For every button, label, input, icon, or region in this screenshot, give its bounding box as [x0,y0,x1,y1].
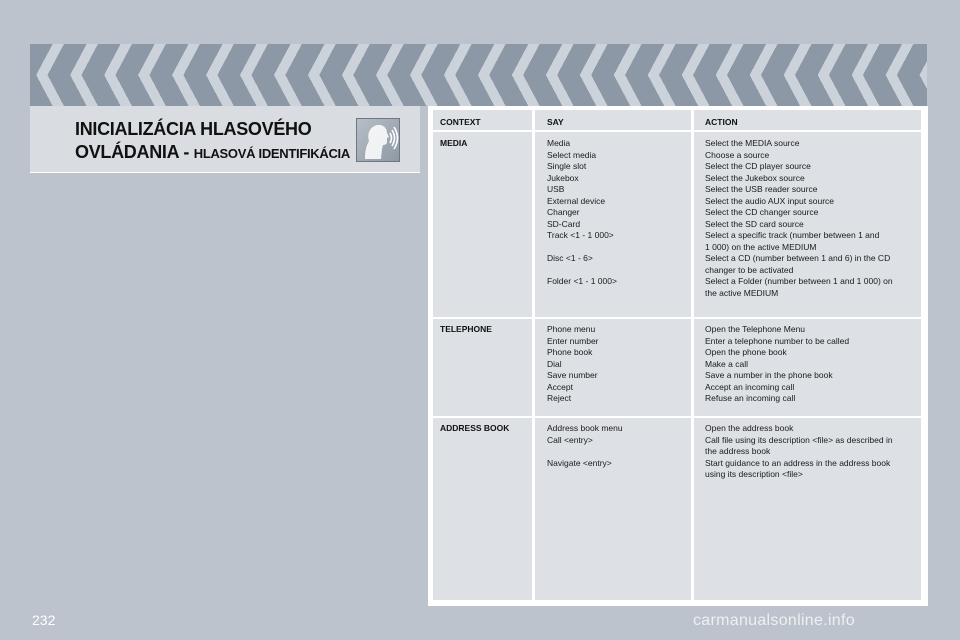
page-subtitle: HLASOVÁ IDENTIFIKÁCIA [193,146,350,161]
say-line: USB [547,184,565,194]
action-line: Select the SD card source [705,218,804,229]
say-line: Save number [547,370,598,380]
say-line: Folder <1 - 1 000> [547,276,617,286]
header-divider [433,130,921,132]
action-line: Open the address book [705,423,794,433]
action-line: using its description <file> [705,469,803,479]
action-telephone [705,324,849,405]
say-line: Call <entry> [547,434,593,445]
say-line: Media [547,138,571,148]
say-line: Phone menu [547,324,596,334]
action-line: Select the USB reader source [705,184,818,194]
action-line: the active MEDIUM [705,287,779,298]
voice-command-table [428,106,928,606]
action-line: Select the CD changer source [705,207,819,217]
action-line: Open the phone book [705,347,787,357]
action-line: the address book [705,446,771,456]
action-media [705,138,893,299]
action-line: changer to be activated [705,264,794,275]
action-line: Start guidance to an address in the address book [705,457,891,468]
context-column [433,110,532,600]
action-line: Select a CD (number between 1 and 6) in the CD [705,253,891,263]
say-line: Address book menu [547,423,623,433]
say-line: Changer [547,207,580,217]
say-line: Reject [547,393,572,403]
action-line: Choose a source [705,149,770,160]
say-spacer [547,446,623,458]
say-line: SD-Card [547,218,581,229]
action-address-book [705,423,893,481]
header-say: SAY [547,117,564,127]
page-number: 232 [32,612,56,628]
say-line: Disc <1 - 6> [547,253,593,263]
action-line: 1 000) on the active MEDIUM [705,241,817,252]
context-telephone: TELEPHONE [440,324,492,334]
page-title-line2 [75,142,350,163]
page-title-main: OVLÁDANIA - [75,142,194,162]
say-line: External device [547,195,606,206]
action-line: Select the audio AUX input source [705,195,834,206]
action-line: Select the MEDIA source [705,138,800,148]
action-line: Select the Jukebox source [705,172,805,183]
say-spacer [547,242,617,254]
action-line: Enter a telephone number to be called [705,335,850,346]
context-address-book: ADDRESS BOOK [440,423,510,433]
row-divider [433,416,921,418]
row-divider [433,317,921,319]
say-spacer [547,265,617,277]
say-line: Single slot [547,161,587,171]
page-title-line1: INICIALIZÁCIA HLASOVÉHO [75,119,312,139]
say-line: Dial [547,358,562,369]
say-line: Jukebox [547,172,579,183]
action-line: Select the CD player source [705,161,811,171]
say-telephone [547,324,599,405]
say-line: Track <1 - 1 000> [547,230,614,240]
say-line: Enter number [547,335,599,346]
chevron-header-band [30,44,927,106]
action-line: Open the Telephone Menu [705,324,806,334]
watermark: carmanualsonline.info [693,612,855,629]
action-line: Accept an incoming call [705,381,795,392]
title-box [30,106,420,173]
speaking-head-icon [356,118,400,162]
header-action: ACTION [705,117,738,127]
context-media: MEDIA [440,138,468,148]
header-context: CONTEXT [440,117,481,127]
action-line: Make a call [705,358,748,369]
say-line: Phone book [547,347,593,357]
action-line: Refuse an incoming call [705,393,796,403]
say-line: Navigate <entry> [547,457,612,468]
say-media [547,138,617,288]
action-line: Select a specific track (number between 1 and [705,230,880,240]
action-line: Call file using its description <file> as described in [705,434,893,445]
action-line: Save a number in the phone book [705,370,833,380]
say-line: Accept [547,381,573,392]
say-address-book [547,423,623,469]
say-line: Select media [547,149,597,160]
action-line: Select a Folder (number between 1 and 1 000) on [705,276,893,286]
